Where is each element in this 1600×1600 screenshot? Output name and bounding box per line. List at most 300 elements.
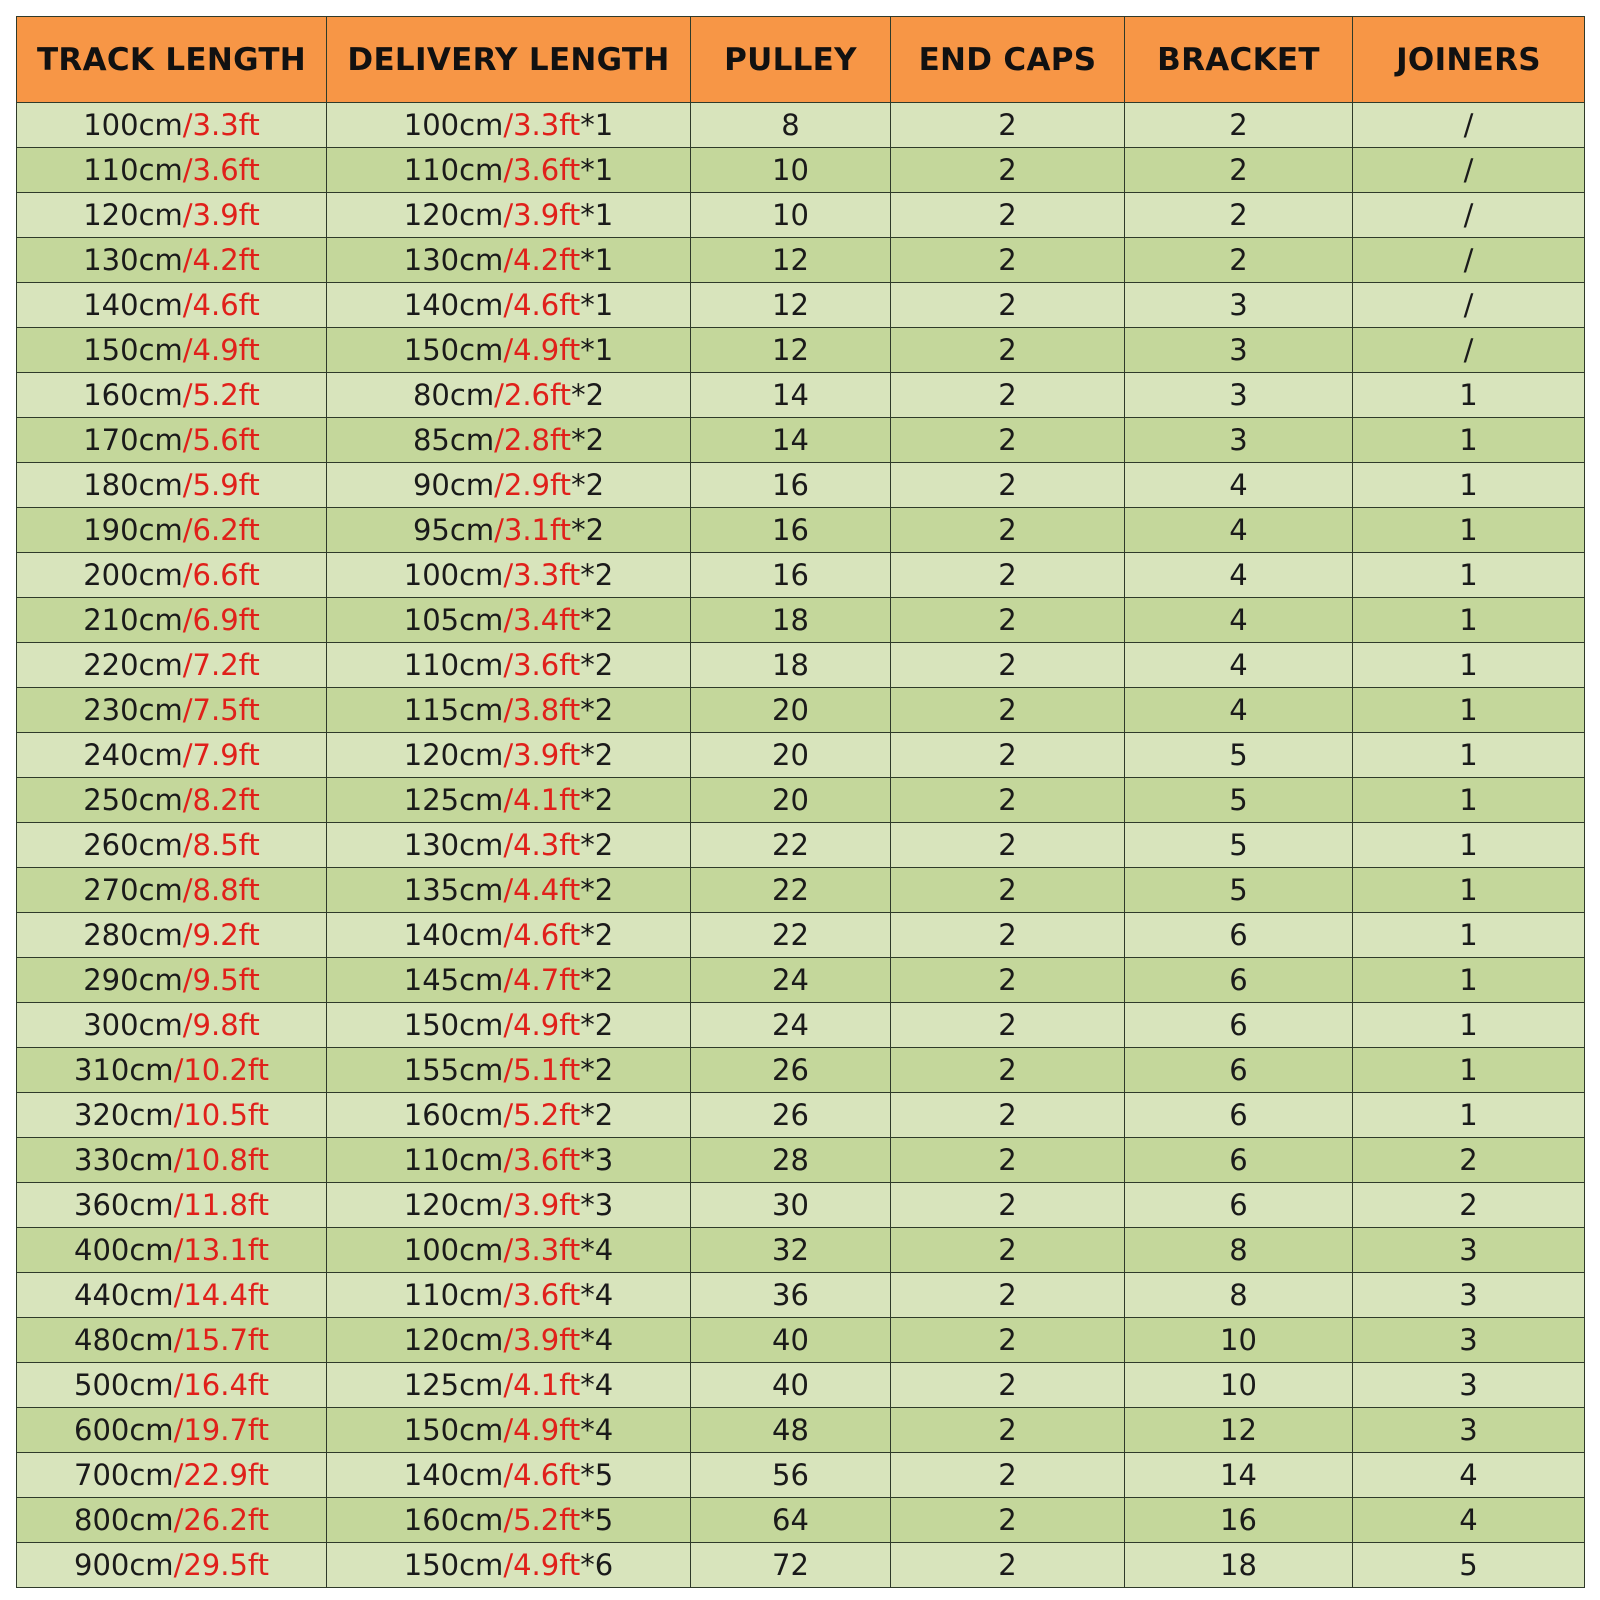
- delivery-length-ft: /3.9ft: [503, 1188, 581, 1222]
- cell-joiners: 1: [1353, 598, 1585, 643]
- track-length-cm: 140cm: [83, 288, 183, 322]
- delivery-length-cm: 160cm: [403, 1503, 504, 1537]
- cell-joiners: 1: [1353, 913, 1585, 958]
- delivery-length-cm: 110cm: [403, 153, 504, 187]
- track-length-cm: 250cm: [83, 783, 183, 817]
- cell-joiners: 1: [1353, 823, 1585, 868]
- delivery-length-ft: /2.6ft: [494, 378, 572, 412]
- cell-delivery-length: [327, 1318, 691, 1363]
- cell-track-length: [17, 193, 327, 238]
- cell-track-length: [17, 373, 327, 418]
- track-length-cm: 160cm: [83, 378, 183, 412]
- delivery-length-ft: /4.4ft: [503, 873, 581, 907]
- cell-joiners: 1: [1353, 643, 1585, 688]
- header-pulley: PULLEY: [691, 17, 891, 103]
- cell-bracket: 2: [1125, 238, 1353, 283]
- cell-pulley: 10: [691, 148, 891, 193]
- cell-bracket: 3: [1125, 418, 1353, 463]
- cell-delivery-length: [327, 1048, 691, 1093]
- cell-end-caps: 2: [891, 1273, 1125, 1318]
- delivery-quantity: *1: [580, 108, 614, 142]
- cell-joiners: 1: [1353, 553, 1585, 598]
- cell-track-length: [17, 643, 327, 688]
- delivery-length-ft: /4.3ft: [503, 828, 581, 862]
- track-length-cm: 220cm: [83, 648, 183, 682]
- cell-pulley: 8: [691, 103, 891, 148]
- cell-track-length: [17, 958, 327, 1003]
- track-length-ft: /4.2ft: [182, 243, 260, 277]
- cell-end-caps: 2: [891, 1183, 1125, 1228]
- cell-bracket: 4: [1125, 688, 1353, 733]
- track-length-cm: 170cm: [83, 423, 183, 457]
- delivery-length-ft: /3.1ft: [494, 513, 572, 547]
- table-row: [17, 823, 1585, 868]
- cell-track-length: [17, 1003, 327, 1048]
- delivery-quantity: *4: [580, 1413, 614, 1447]
- table-row: [17, 778, 1585, 823]
- track-length-ft: /16.4ft: [173, 1368, 269, 1402]
- track-length-ft: /9.5ft: [182, 963, 260, 997]
- cell-pulley: 24: [691, 1003, 891, 1048]
- cell-end-caps: 2: [891, 373, 1125, 418]
- cell-bracket: 4: [1125, 643, 1353, 688]
- track-length-ft: /26.2ft: [173, 1503, 269, 1537]
- delivery-length-cm: 130cm: [403, 828, 504, 862]
- delivery-quantity: *2: [580, 648, 614, 682]
- cell-bracket: 8: [1125, 1228, 1353, 1273]
- delivery-quantity: *2: [580, 738, 614, 772]
- cell-end-caps: 2: [891, 283, 1125, 328]
- cell-delivery-length: [327, 868, 691, 913]
- table-row: [17, 1183, 1585, 1228]
- track-length-ft: /15.7ft: [173, 1323, 269, 1357]
- cell-track-length: [17, 778, 327, 823]
- cell-bracket: 4: [1125, 598, 1353, 643]
- cell-delivery-length: [327, 778, 691, 823]
- track-length-cm: 180cm: [83, 468, 183, 502]
- delivery-quantity: *1: [580, 333, 614, 367]
- cell-bracket: 6: [1125, 913, 1353, 958]
- cell-end-caps: 2: [891, 1498, 1125, 1543]
- delivery-quantity: *2: [580, 828, 614, 862]
- delivery-length-ft: /4.6ft: [503, 918, 581, 952]
- delivery-length-ft: /4.6ft: [503, 288, 581, 322]
- track-length-cm: 600cm: [74, 1413, 174, 1447]
- delivery-length-ft: /3.8ft: [503, 693, 581, 727]
- delivery-quantity: *2: [571, 468, 605, 502]
- cell-pulley: 16: [691, 553, 891, 598]
- cell-end-caps: 2: [891, 1138, 1125, 1183]
- track-length-ft: /10.2ft: [173, 1053, 269, 1087]
- cell-end-caps: 2: [891, 103, 1125, 148]
- delivery-quantity: *6: [580, 1548, 614, 1582]
- delivery-length-cm: 140cm: [403, 1458, 504, 1492]
- cell-pulley: 36: [691, 1273, 891, 1318]
- table-row: [17, 643, 1585, 688]
- track-length-cm: 480cm: [74, 1323, 174, 1357]
- cell-end-caps: 2: [891, 1228, 1125, 1273]
- cell-delivery-length: [327, 418, 691, 463]
- cell-joiners: /: [1353, 193, 1585, 238]
- track-length-cm: 150cm: [83, 333, 183, 367]
- delivery-length-ft: /2.8ft: [494, 423, 572, 457]
- cell-track-length: [17, 868, 327, 913]
- cell-track-length: [17, 463, 327, 508]
- cell-track-length: [17, 1363, 327, 1408]
- header-row: [17, 17, 1585, 103]
- delivery-quantity: *1: [580, 288, 614, 322]
- track-length-cm: 110cm: [83, 153, 183, 187]
- cell-end-caps: 2: [891, 418, 1125, 463]
- delivery-length-cm: 110cm: [403, 648, 504, 682]
- delivery-length-ft: /4.9ft: [503, 1548, 581, 1582]
- cell-joiners: 1: [1353, 418, 1585, 463]
- cell-bracket: 6: [1125, 1183, 1353, 1228]
- track-length-cm: 270cm: [83, 873, 183, 907]
- cell-bracket: 4: [1125, 463, 1353, 508]
- cell-delivery-length: [327, 1228, 691, 1273]
- delivery-quantity: *2: [580, 1098, 614, 1132]
- track-length-ft: /5.9ft: [182, 468, 260, 502]
- delivery-length-cm: 135cm: [403, 873, 504, 907]
- delivery-quantity: *2: [580, 1008, 614, 1042]
- cell-end-caps: 2: [891, 643, 1125, 688]
- delivery-length-ft: /3.3ft: [503, 108, 581, 142]
- table-header: [17, 17, 1585, 103]
- cell-end-caps: 2: [891, 1003, 1125, 1048]
- track-length-cm: 230cm: [83, 693, 183, 727]
- cell-bracket: 4: [1125, 508, 1353, 553]
- table-row: [17, 1228, 1585, 1273]
- cell-pulley: 14: [691, 373, 891, 418]
- cell-end-caps: 2: [891, 598, 1125, 643]
- cell-joiners: 2: [1353, 1183, 1585, 1228]
- cell-end-caps: 2: [891, 823, 1125, 868]
- table-row: [17, 733, 1585, 778]
- cell-bracket: 6: [1125, 1003, 1353, 1048]
- cell-end-caps: 2: [891, 148, 1125, 193]
- track-length-ft: /5.2ft: [182, 378, 260, 412]
- cell-pulley: 20: [691, 733, 891, 778]
- cell-bracket: 14: [1125, 1453, 1353, 1498]
- cell-pulley: 14: [691, 418, 891, 463]
- cell-pulley: 28: [691, 1138, 891, 1183]
- cell-track-length: [17, 913, 327, 958]
- delivery-quantity: *1: [580, 198, 614, 232]
- cell-track-length: [17, 823, 327, 868]
- cell-bracket: 5: [1125, 868, 1353, 913]
- track-length-ft: /9.2ft: [182, 918, 260, 952]
- track-length-cm: 290cm: [83, 963, 183, 997]
- cell-joiners: 4: [1353, 1498, 1585, 1543]
- cell-bracket: 6: [1125, 958, 1353, 1003]
- cell-track-length: [17, 1273, 327, 1318]
- header-bracket: BRACKET: [1125, 17, 1353, 103]
- cell-end-caps: 2: [891, 688, 1125, 733]
- cell-pulley: 12: [691, 283, 891, 328]
- cell-track-length: [17, 328, 327, 373]
- delivery-length-ft: /5.1ft: [503, 1053, 581, 1087]
- cell-bracket: 3: [1125, 373, 1353, 418]
- table-row: [17, 373, 1585, 418]
- delivery-quantity: *5: [580, 1503, 614, 1537]
- track-length-ft: /19.7ft: [173, 1413, 269, 1447]
- cell-pulley: 56: [691, 1453, 891, 1498]
- delivery-length-ft: /3.3ft: [503, 1233, 581, 1267]
- cell-joiners: 1: [1353, 1093, 1585, 1138]
- cell-delivery-length: [327, 328, 691, 373]
- delivery-quantity: *2: [580, 558, 614, 592]
- cell-track-length: [17, 1183, 327, 1228]
- cell-pulley: 20: [691, 688, 891, 733]
- delivery-length-ft: /3.9ft: [503, 198, 581, 232]
- cell-pulley: 12: [691, 238, 891, 283]
- track-length-ft: /3.9ft: [182, 198, 260, 232]
- cell-track-length: [17, 1318, 327, 1363]
- cell-track-length: [17, 418, 327, 463]
- cell-bracket: 3: [1125, 328, 1353, 373]
- table-row: [17, 1048, 1585, 1093]
- cell-track-length: [17, 1453, 327, 1498]
- track-length-ft: /3.6ft: [182, 153, 260, 187]
- cell-delivery-length: [327, 553, 691, 598]
- track-length-ft: /7.9ft: [182, 738, 260, 772]
- cell-joiners: 1: [1353, 1003, 1585, 1048]
- track-length-ft: /4.9ft: [182, 333, 260, 367]
- delivery-quantity: *4: [580, 1233, 614, 1267]
- cell-end-caps: 2: [891, 1363, 1125, 1408]
- delivery-length-ft: /4.9ft: [503, 1413, 581, 1447]
- delivery-length-ft: /3.6ft: [503, 1143, 581, 1177]
- cell-delivery-length: [327, 823, 691, 868]
- cell-pulley: 30: [691, 1183, 891, 1228]
- table-row: [17, 148, 1585, 193]
- track-length-cm: 310cm: [74, 1053, 174, 1087]
- delivery-length-cm: 120cm: [403, 738, 504, 772]
- delivery-length-cm: 120cm: [403, 198, 504, 232]
- cell-delivery-length: [327, 1183, 691, 1228]
- track-length-ft: /7.5ft: [182, 693, 260, 727]
- track-length-cm: 700cm: [74, 1458, 174, 1492]
- delivery-length-ft: /4.9ft: [503, 333, 581, 367]
- cell-track-length: [17, 1048, 327, 1093]
- cell-pulley: 40: [691, 1318, 891, 1363]
- cell-track-length: [17, 1228, 327, 1273]
- cell-pulley: 22: [691, 823, 891, 868]
- cell-joiners: 3: [1353, 1273, 1585, 1318]
- cell-end-caps: 2: [891, 1318, 1125, 1363]
- table-row: [17, 688, 1585, 733]
- track-length-ft: /22.9ft: [173, 1458, 269, 1492]
- cell-end-caps: 2: [891, 733, 1125, 778]
- cell-joiners: 5: [1353, 1543, 1585, 1588]
- track-length-cm: 260cm: [83, 828, 183, 862]
- cell-pulley: 64: [691, 1498, 891, 1543]
- delivery-length-cm: 110cm: [403, 1278, 504, 1312]
- cell-pulley: 12: [691, 328, 891, 373]
- cell-pulley: 48: [691, 1408, 891, 1453]
- delivery-length-cm: 150cm: [403, 1413, 504, 1447]
- cell-delivery-length: [327, 238, 691, 283]
- table-row: [17, 238, 1585, 283]
- delivery-quantity: *3: [580, 1143, 614, 1177]
- cell-track-length: [17, 508, 327, 553]
- delivery-length-cm: 155cm: [403, 1053, 504, 1087]
- delivery-quantity: *2: [580, 873, 614, 907]
- cell-bracket: 12: [1125, 1408, 1353, 1453]
- delivery-length-ft: /3.6ft: [503, 1278, 581, 1312]
- cell-end-caps: 2: [891, 553, 1125, 598]
- cell-joiners: 3: [1353, 1228, 1585, 1273]
- delivery-quantity: *2: [571, 378, 605, 412]
- delivery-quantity: *2: [580, 693, 614, 727]
- table-row: [17, 1498, 1585, 1543]
- cell-delivery-length: [327, 373, 691, 418]
- track-length-cm: 400cm: [74, 1233, 174, 1267]
- cell-pulley: 40: [691, 1363, 891, 1408]
- cell-track-length: [17, 148, 327, 193]
- cell-track-length: [17, 1408, 327, 1453]
- track-length-cm: 500cm: [74, 1368, 174, 1402]
- cell-joiners: /: [1353, 328, 1585, 373]
- cell-delivery-length: [327, 643, 691, 688]
- cell-delivery-length: [327, 508, 691, 553]
- cell-bracket: 2: [1125, 103, 1353, 148]
- cell-bracket: 5: [1125, 823, 1353, 868]
- cell-bracket: 16: [1125, 1498, 1353, 1543]
- cell-end-caps: 2: [891, 1093, 1125, 1138]
- cell-pulley: 26: [691, 1048, 891, 1093]
- delivery-length-cm: 120cm: [403, 1188, 504, 1222]
- cell-delivery-length: [327, 598, 691, 643]
- delivery-quantity: *2: [571, 423, 605, 457]
- cell-bracket: 8: [1125, 1273, 1353, 1318]
- delivery-quantity: *2: [580, 603, 614, 637]
- cell-joiners: 1: [1353, 373, 1585, 418]
- track-parts-table: [16, 16, 1585, 1588]
- track-length-cm: 240cm: [83, 738, 183, 772]
- cell-joiners: 1: [1353, 958, 1585, 1003]
- delivery-length-cm: 140cm: [403, 288, 504, 322]
- delivery-length-cm: 95cm: [412, 513, 495, 547]
- cell-pulley: 10: [691, 193, 891, 238]
- track-length-cm: 280cm: [83, 918, 183, 952]
- header-delivery-length: DELIVERY LENGTH: [327, 17, 691, 103]
- cell-joiners: 1: [1353, 868, 1585, 913]
- delivery-quantity: *4: [580, 1368, 614, 1402]
- cell-joiners: 1: [1353, 733, 1585, 778]
- cell-bracket: 5: [1125, 778, 1353, 823]
- delivery-quantity: *1: [580, 153, 614, 187]
- cell-joiners: /: [1353, 238, 1585, 283]
- cell-bracket: 6: [1125, 1048, 1353, 1093]
- table-row: [17, 193, 1585, 238]
- delivery-quantity: *2: [571, 513, 605, 547]
- cell-joiners: 3: [1353, 1408, 1585, 1453]
- track-length-ft: /13.1ft: [173, 1233, 269, 1267]
- delivery-length-cm: 100cm: [403, 108, 504, 142]
- track-length-cm: 210cm: [83, 603, 183, 637]
- track-length-ft: /29.5ft: [173, 1548, 269, 1582]
- track-length-ft: /14.4ft: [173, 1278, 269, 1312]
- delivery-length-ft: /5.2ft: [503, 1503, 581, 1537]
- delivery-length-cm: 150cm: [403, 333, 504, 367]
- cell-joiners: /: [1353, 283, 1585, 328]
- cell-joiners: 1: [1353, 508, 1585, 553]
- cell-end-caps: 2: [891, 958, 1125, 1003]
- cell-delivery-length: [327, 913, 691, 958]
- delivery-length-cm: 100cm: [403, 1233, 504, 1267]
- cell-bracket: 18: [1125, 1543, 1353, 1588]
- cell-delivery-length: [327, 688, 691, 733]
- delivery-length-ft: /4.1ft: [503, 783, 581, 817]
- cell-joiners: 1: [1353, 463, 1585, 508]
- cell-joiners: 4: [1353, 1453, 1585, 1498]
- delivery-length-cm: 80cm: [412, 378, 495, 412]
- table-body: [17, 103, 1585, 1588]
- cell-joiners: 1: [1353, 778, 1585, 823]
- delivery-length-cm: 145cm: [403, 963, 504, 997]
- delivery-length-cm: 150cm: [403, 1548, 504, 1582]
- delivery-length-cm: 85cm: [412, 423, 495, 457]
- delivery-length-ft: /4.9ft: [503, 1008, 581, 1042]
- track-length-ft: /11.8ft: [173, 1188, 269, 1222]
- delivery-length-cm: 115cm: [403, 693, 504, 727]
- cell-delivery-length: [327, 1408, 691, 1453]
- delivery-length-cm: 140cm: [403, 918, 504, 952]
- cell-joiners: 1: [1353, 688, 1585, 733]
- table-row: [17, 283, 1585, 328]
- delivery-length-cm: 110cm: [403, 1143, 504, 1177]
- cell-delivery-length: [327, 733, 691, 778]
- cell-end-caps: 2: [891, 1048, 1125, 1093]
- delivery-length-ft: /4.2ft: [503, 243, 581, 277]
- delivery-length-ft: /3.9ft: [503, 1323, 581, 1357]
- cell-joiners: 1: [1353, 1048, 1585, 1093]
- delivery-length-cm: 150cm: [403, 1008, 504, 1042]
- track-length-cm: 440cm: [74, 1278, 174, 1312]
- cell-end-caps: 2: [891, 508, 1125, 553]
- table-row: [17, 328, 1585, 373]
- track-length-ft: /8.2ft: [182, 783, 260, 817]
- cell-delivery-length: [327, 1453, 691, 1498]
- table-row: [17, 418, 1585, 463]
- track-length-ft: /8.5ft: [182, 828, 260, 862]
- track-length-cm: 190cm: [83, 513, 183, 547]
- table-row: [17, 1453, 1585, 1498]
- cell-delivery-length: [327, 1363, 691, 1408]
- delivery-quantity: *1: [580, 243, 614, 277]
- delivery-length-ft: /2.9ft: [494, 468, 572, 502]
- track-length-ft: /8.8ft: [182, 873, 260, 907]
- cell-end-caps: 2: [891, 193, 1125, 238]
- cell-delivery-length: [327, 1543, 691, 1588]
- track-length-ft: /5.6ft: [182, 423, 260, 457]
- delivery-quantity: *3: [580, 1188, 614, 1222]
- track-length-ft: /7.2ft: [182, 648, 260, 682]
- track-length-cm: 200cm: [83, 558, 183, 592]
- cell-end-caps: 2: [891, 238, 1125, 283]
- table-row: [17, 1363, 1585, 1408]
- cell-track-length: [17, 103, 327, 148]
- cell-pulley: 16: [691, 508, 891, 553]
- cell-delivery-length: [327, 958, 691, 1003]
- table-row: [17, 958, 1585, 1003]
- track-length-cm: 300cm: [83, 1008, 183, 1042]
- cell-delivery-length: [327, 283, 691, 328]
- track-length-ft: /10.5ft: [173, 1098, 269, 1132]
- cell-bracket: 2: [1125, 148, 1353, 193]
